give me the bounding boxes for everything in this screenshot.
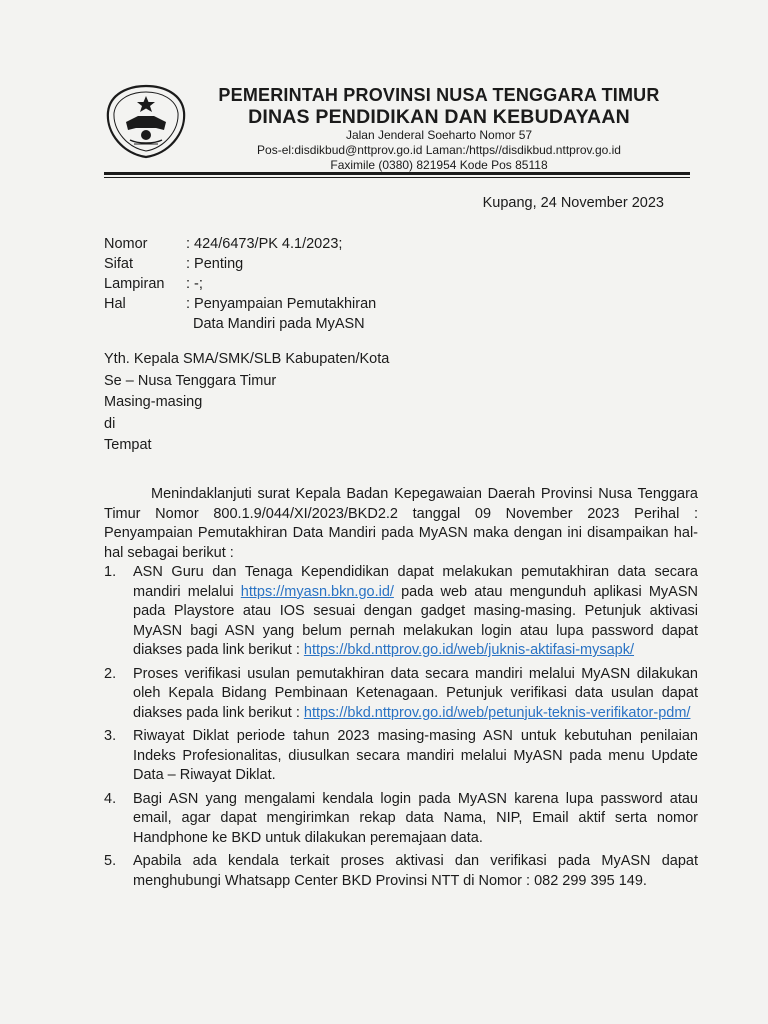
letterhead-rule-thick bbox=[104, 172, 690, 175]
verifikator-link[interactable]: https://bkd.nttprov.go.id/web/petunjuk-teknis-verifikator-pdm/ bbox=[303, 704, 691, 721]
office-address: Jalan Jenderal Soeharto Nomor 57 bbox=[345, 128, 533, 142]
instruction-list bbox=[104, 563, 698, 891]
government-name: PEMERINTAH PROVINSI NUSA TENGGARA TIMUR bbox=[218, 85, 660, 105]
meta-label: Lampiran bbox=[104, 276, 165, 292]
list-number: 2. bbox=[104, 665, 117, 682]
letter-body bbox=[104, 485, 698, 895]
department-name: DINAS PENDIDIKAN DAN KEBUDAYAAN bbox=[248, 106, 630, 128]
provincial-crest-icon bbox=[104, 82, 188, 160]
list-number: 3. bbox=[104, 728, 117, 744]
list-item bbox=[104, 790, 698, 849]
item-text: pada web atau mengunduh aplikasi MyASN pada Playstore atau IOS sesuai dengan gadget masing-masing. Petunjuk aktivasi MyASN bagi ASN yang belum pernah melakukan login atau lupa password dapat diakses pada link berikut : bbox=[133, 583, 698, 658]
meta-row-sifat bbox=[104, 254, 376, 274]
list-item bbox=[104, 727, 698, 786]
recipient-line: Yth. Kepala SMA/SMK/SLB Kabupaten/Kota bbox=[104, 351, 390, 367]
list-item bbox=[104, 563, 698, 661]
office-fax: Faximile (0380) 821954 Kode Pos 85118 bbox=[330, 158, 548, 172]
juknis-aktifasi-link[interactable]: https://bkd.nttprov.go.id/web/juknis-aktifasi-mysapk/ bbox=[303, 642, 635, 658]
myasn-link[interactable]: https://myasn.bkn.go.id/ bbox=[240, 583, 394, 600]
item-text: Bagi ASN yang mengalami kendala login pada MyASN karena lupa password atau email, agar dapat mengirimkan rekap data Nama, NIP, Email aktif serta nomor Handphone ke BKD untuk dilakukan peremajaan data. bbox=[133, 790, 698, 846]
meta-label: Sifat bbox=[104, 256, 134, 272]
meta-row-hal bbox=[104, 294, 376, 314]
recipient-line: Masing-masing bbox=[104, 394, 203, 410]
meta-value: : Penyampaian Pemutakhiran bbox=[186, 296, 377, 312]
list-number: 4. bbox=[104, 790, 117, 807]
letterhead bbox=[186, 84, 692, 173]
list-item bbox=[104, 852, 698, 891]
list-item bbox=[104, 665, 698, 724]
letterhead-rule-thin bbox=[104, 177, 690, 178]
meta-row-nomor bbox=[104, 234, 376, 254]
meta-label: Hal bbox=[104, 296, 126, 312]
intro-paragraph: Menindaklanjuti surat Kepala Badan Kepegawaian Daerah Provinsi Nusa Tenggara Timur Nomor 800.1.9/044/XI/2023/BKD2.2 tanggal 09 November 2023 Perihal : Penyampaian Pemutakhiran Data Mandiri pada MyASN maka dengan ini disampaikan hal-hal sebagai berikut : bbox=[104, 486, 698, 561]
recipient-line: di bbox=[104, 415, 116, 432]
meta-row-lampiran bbox=[104, 274, 376, 294]
letter-date: Kupang, 24 November 2023 bbox=[482, 195, 664, 211]
item-text: ASN Guru dan Tenaga Kependidikan dapat melakukan pemutakhiran data secara mandiri melalui bbox=[133, 564, 698, 600]
list-number: 5. bbox=[104, 853, 117, 869]
meta-value: : 424/6473/PK 4.1/2023; bbox=[186, 236, 343, 252]
item-text: Apabila ada kendala terkait proses aktivasi dan verifikasi pada MyASN dapat menghubungi Whatsapp Center BKD Provinsi NTT di Nomor : 082 299 395 149. bbox=[133, 853, 698, 889]
list-number: 1. bbox=[104, 564, 117, 580]
meta-label: Nomor bbox=[104, 236, 148, 252]
office-contact: Pos-el:disdikbud@nttprov.go.id Laman:/https//disdikbud.nttprov.go.id bbox=[257, 143, 621, 157]
meta-value: : Penting bbox=[186, 256, 244, 272]
letter-meta bbox=[104, 234, 376, 334]
recipient-line: Tempat bbox=[104, 437, 152, 453]
recipient-block bbox=[104, 349, 389, 457]
item-text: Riwayat Diklat periode tahun 2023 masing-masing ASN untuk kebutuhan penilaian Indeks Profesionalitas, diusulkan secara mandiri melalui MyASN pada menu Update Data – Riwayat Diklat. bbox=[133, 728, 698, 783]
item-text: Proses verifikasi usulan pemutakhiran data secara mandiri melalui MyASN dilakukan oleh Kepala Bidang Pembinaan Ketenagaan. Petunjuk verifikasi data usulan dapat diakses pada link berikut : bbox=[133, 665, 698, 721]
meta-value-continued: Data Mandiri pada MyASN bbox=[193, 316, 365, 332]
recipient-line: Se – Nusa Tenggara Timur bbox=[104, 372, 277, 389]
meta-value: : -; bbox=[186, 276, 203, 292]
